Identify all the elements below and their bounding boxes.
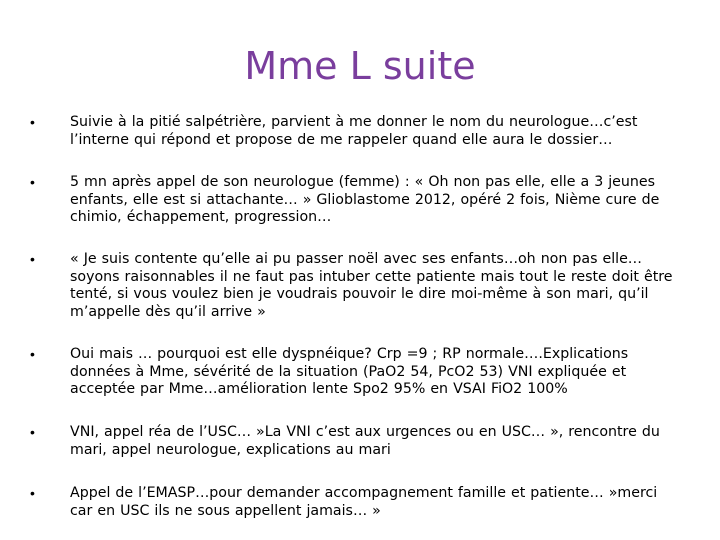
bullet-icon: • — [30, 485, 35, 501]
bullet-text: Oui mais … pourquoi est elle dyspnéique? Crp =9 ; RP normale….Explications données à Mme, sévérité de la situation (PaO2 54, PcO2 53) VNI expliquée et acceptée par Mme…amélioration lente Spo2 95% en VSAI FiO2 100% — [70, 346, 629, 397]
bullet-text: Appel de l’EMASP…pour demander accompagnement famille et patiente… »merci car en USC ils ne sous appellent jamais… » — [70, 485, 658, 519]
bullet-text: Suivie à la pitié salpétrière, parvient à me donner le nom du neurologue…c’est l’interne qui répond et propose de me rappeler quand elle aura le dossier… — [70, 114, 638, 148]
slide-title: Mme L suite — [244, 44, 476, 88]
bullet-icon: • — [30, 174, 35, 190]
bullet-text: « Je suis contente qu’elle ai pu passer noël avec ses enfants…oh non pas elle…soyons raisonnables il ne faut pas intuber cette patiente mais tout le reste doit être tenté, si vous voulez bien je voudrais pouvoir le dire moi-même à son mari, qu’il m’appelle dès qu’il arrive » — [70, 251, 673, 320]
bullet-text: 5 mn après appel de son neurologue (femme) : « Oh non pas elle, elle a 3 jeunes enfants, elle est si attachante… » Glioblastome 2012, opéré 2 fois, Nième cure de chimio, échappement, progression… — [70, 174, 660, 225]
bullet-icon: • — [30, 424, 35, 440]
bullet-text: VNI, appel réa de l’USC… »La VNI c’est aux urgences ou en USC… », rencontre du mari, appel neurologue, explications au mari — [70, 424, 660, 458]
bullet-icon: • — [30, 114, 35, 130]
bullet-icon: • — [30, 251, 35, 267]
bullet-icon: • — [30, 346, 35, 362]
